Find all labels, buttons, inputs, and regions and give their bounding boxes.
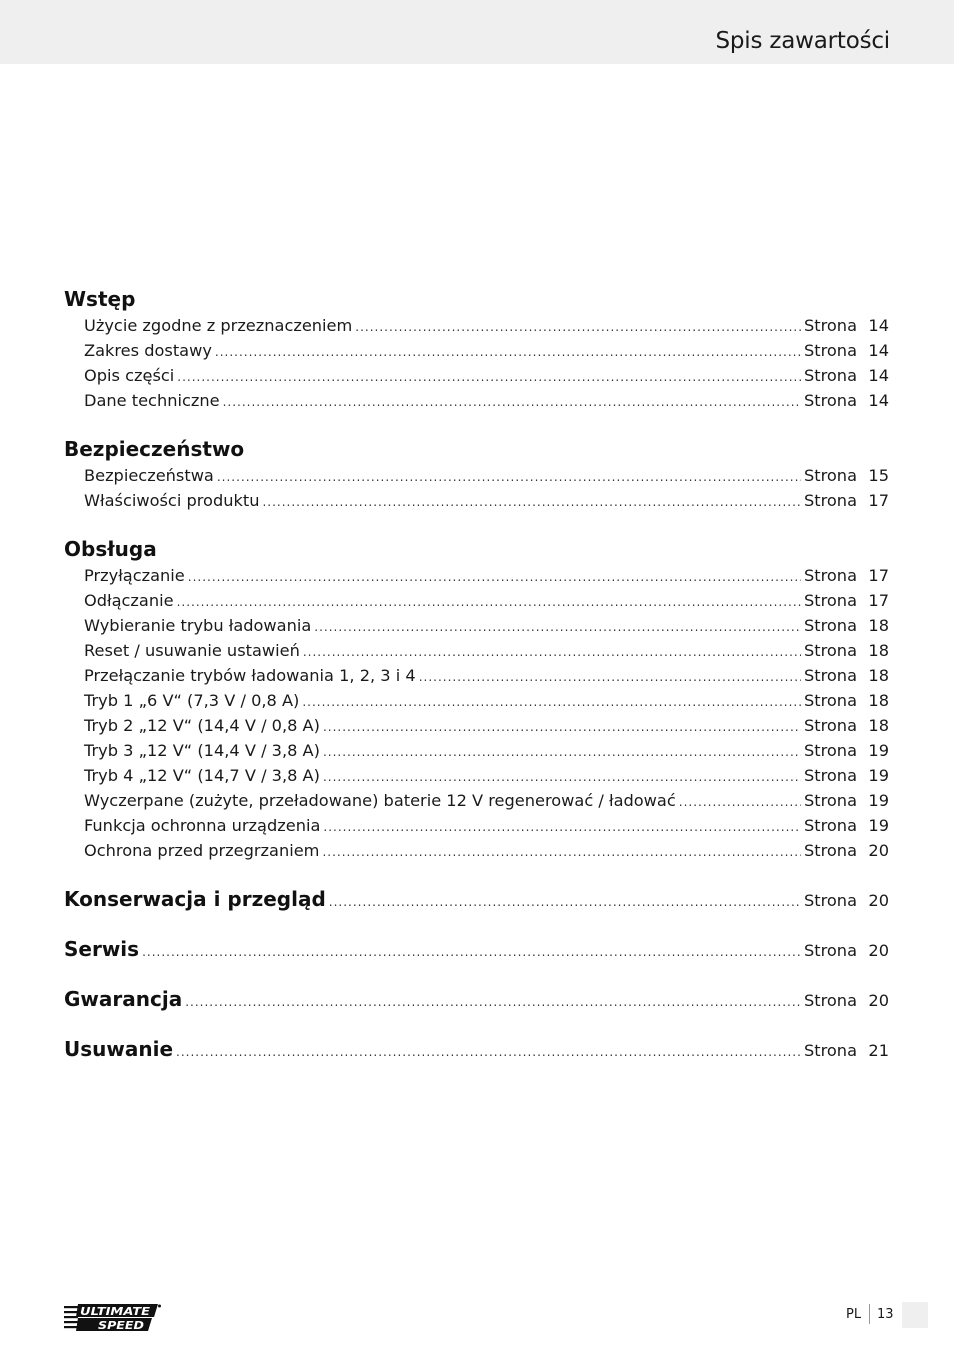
- page-prefix: Strona: [803, 366, 857, 385]
- page-number: 20: [868, 941, 889, 960]
- section-heading-wstep: Wstęp: [64, 287, 136, 311]
- dot-leader: [217, 466, 801, 488]
- section-heading-obsluga: Obsługa: [64, 537, 157, 561]
- dot-leader: [314, 616, 801, 638]
- toc-entry-serwis[interactable]: [64, 938, 889, 960]
- page-number: 17: [868, 491, 889, 510]
- page-prefix: Strona: [803, 666, 857, 685]
- toc-entry-label: Tryb 1 „6 V“ (7,3 V / 0,8 A): [84, 691, 300, 710]
- toc-entry-label: Usuwanie: [64, 1037, 174, 1061]
- dot-leader: [329, 891, 801, 913]
- toc-entry[interactable]: [84, 790, 889, 812]
- dot-leader: [176, 1041, 801, 1063]
- page-prefix: Strona: [803, 566, 857, 585]
- page-number: 15: [868, 466, 889, 485]
- footer-language: PL: [846, 1307, 862, 1322]
- page-prefix: Strona: [803, 741, 857, 760]
- dot-leader: [679, 791, 801, 813]
- page-number: 17: [868, 591, 889, 610]
- page-prefix: Strona: [803, 716, 857, 735]
- page-prefix: Strona: [803, 766, 857, 785]
- dot-leader: [215, 341, 801, 363]
- dot-leader: [323, 741, 801, 763]
- toc-entry-gwarancja[interactable]: [64, 988, 889, 1010]
- page-prefix: Strona: [803, 391, 857, 410]
- toc-entry[interactable]: [84, 740, 889, 762]
- footer-page-number: 13: [877, 1307, 894, 1322]
- toc-entry-label: Ochrona przed przegrzaniem: [84, 841, 320, 860]
- toc-entry-label: Przełączanie trybów ładowania 1, 2, 3 i 4: [84, 666, 416, 685]
- toc-entry[interactable]: [84, 815, 889, 837]
- dot-leader: [323, 816, 801, 838]
- toc-entry-label: Użycie zgodne z przeznaczeniem: [84, 316, 353, 335]
- page-number: 20: [868, 841, 889, 860]
- page-prefix: Strona: [803, 991, 857, 1010]
- toc-entry[interactable]: [84, 765, 889, 787]
- page-prefix: Strona: [803, 466, 857, 485]
- dot-leader: [322, 841, 801, 863]
- page-number: 14: [868, 341, 889, 360]
- page-number: 14: [868, 316, 889, 335]
- toc-entry-label: Opis części: [84, 366, 175, 385]
- dot-leader: [185, 991, 801, 1013]
- toc-entry-label: Serwis: [64, 937, 140, 961]
- page-prefix: Strona: [803, 491, 857, 510]
- toc-entry-label: Dane techniczne: [84, 391, 220, 410]
- toc-entry[interactable]: [84, 690, 889, 712]
- toc-entry[interactable]: [84, 840, 889, 862]
- page-number: 18: [868, 616, 889, 635]
- toc-entry[interactable]: [84, 615, 889, 637]
- toc-entry-label: Właściwości produktu: [84, 491, 260, 510]
- dot-leader: [303, 641, 801, 663]
- dot-leader: [262, 491, 801, 513]
- footer-tab-marker: [902, 1302, 928, 1328]
- page-prefix: Strona: [803, 341, 857, 360]
- page-prefix: Strona: [803, 941, 857, 960]
- dot-leader: [419, 666, 801, 688]
- toc-entry[interactable]: [84, 390, 889, 412]
- dot-leader: [302, 691, 801, 713]
- toc-entry-label: Gwarancja: [64, 987, 183, 1011]
- dot-leader: [142, 941, 801, 963]
- dot-leader: [323, 716, 801, 738]
- page-prefix: Strona: [803, 841, 857, 860]
- toc-entry-label: Zakres dostawy: [84, 341, 212, 360]
- ultimate-speed-logo: [64, 1303, 162, 1333]
- toc-entry[interactable]: [84, 565, 889, 587]
- toc-entry-label: Funkcja ochronna urządzenia: [84, 816, 321, 835]
- toc-entry[interactable]: [84, 340, 889, 362]
- toc-entry-usuwanie[interactable]: [64, 1038, 889, 1060]
- toc-entry[interactable]: [84, 315, 889, 337]
- toc-entry[interactable]: [84, 465, 889, 487]
- toc-entry[interactable]: [84, 590, 889, 612]
- toc-entry-label: Bezpieczeństwa: [84, 466, 214, 485]
- toc-entry-label: Tryb 2 „12 V“ (14,4 V / 0,8 A): [84, 716, 320, 735]
- svg-text:SPEED: SPEED: [98, 1319, 144, 1332]
- page-number: 19: [868, 791, 889, 810]
- page-prefix: Strona: [803, 816, 857, 835]
- page-prefix: Strona: [803, 791, 857, 810]
- page-prefix: Strona: [803, 891, 857, 910]
- toc-entry-label: Wyczerpane (zużyte, przeładowane) baterie 12 V regenerować / ładować: [84, 791, 676, 810]
- page-number: 19: [868, 741, 889, 760]
- toc-entry[interactable]: [84, 365, 889, 387]
- page-number: 21: [868, 1041, 889, 1060]
- dot-leader: [223, 391, 801, 413]
- toc-entry-label: Konserwacja i przegląd: [64, 887, 326, 911]
- dot-leader: [188, 566, 801, 588]
- dot-leader: [323, 766, 801, 788]
- toc-entry[interactable]: [84, 715, 889, 737]
- page-prefix: Strona: [803, 641, 857, 660]
- page-number: 18: [868, 716, 889, 735]
- footer-divider: [869, 1304, 870, 1324]
- page-prefix: Strona: [803, 691, 857, 710]
- page-number: 20: [868, 891, 889, 910]
- svg-text:ULTIMATE: ULTIMATE: [80, 1305, 151, 1318]
- page-number: 20: [868, 991, 889, 1010]
- page-number: 14: [868, 391, 889, 410]
- toc-entry[interactable]: [84, 640, 889, 662]
- page-title: Spis zawartości: [715, 28, 890, 54]
- page-prefix: Strona: [803, 316, 857, 335]
- toc-entry-konserwacja[interactable]: [64, 888, 889, 910]
- page-prefix: Strona: [803, 591, 857, 610]
- page-number: 18: [868, 641, 889, 660]
- page-number: 19: [868, 766, 889, 785]
- page-number: 18: [868, 666, 889, 685]
- dot-leader: [177, 366, 801, 388]
- page-prefix: Strona: [803, 616, 857, 635]
- toc-entry-label: Odłączanie: [84, 591, 174, 610]
- page-number: 18: [868, 691, 889, 710]
- page-prefix: Strona: [803, 1041, 857, 1060]
- toc-entry-label: Reset / usuwanie ustawień: [84, 641, 300, 660]
- toc-entry-label: Przyłączanie: [84, 566, 185, 585]
- toc-entry-label: Tryb 3 „12 V“ (14,4 V / 3,8 A): [84, 741, 320, 760]
- dot-leader: [355, 316, 801, 338]
- toc-entry[interactable]: [84, 490, 889, 512]
- page-number: 17: [868, 566, 889, 585]
- dot-leader: [177, 591, 801, 613]
- toc-entry-label: Tryb 4 „12 V“ (14,7 V / 3,8 A): [84, 766, 320, 785]
- toc-entry[interactable]: [84, 665, 889, 687]
- page-number: 19: [868, 816, 889, 835]
- page-number: 14: [868, 366, 889, 385]
- section-heading-bezpieczenstwo: Bezpieczeństwo: [64, 437, 245, 461]
- toc-entry-label: Wybieranie trybu ładowania: [84, 616, 312, 635]
